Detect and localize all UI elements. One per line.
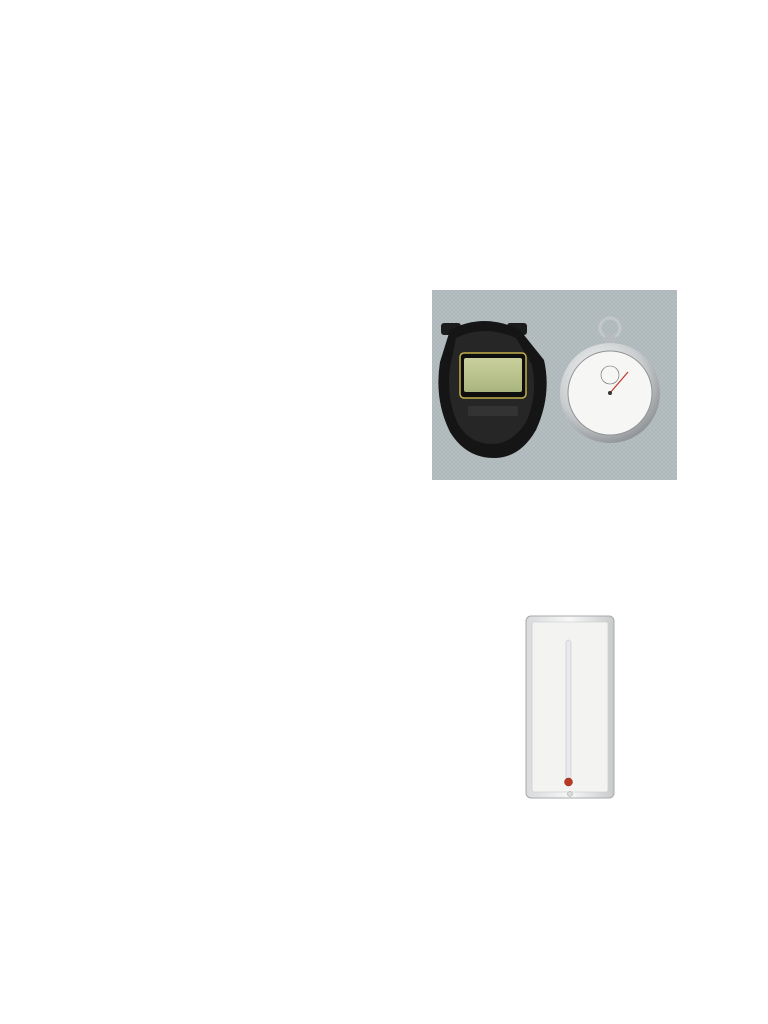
thermometer-photo xyxy=(524,614,616,802)
stopwatch-photo xyxy=(432,290,677,480)
